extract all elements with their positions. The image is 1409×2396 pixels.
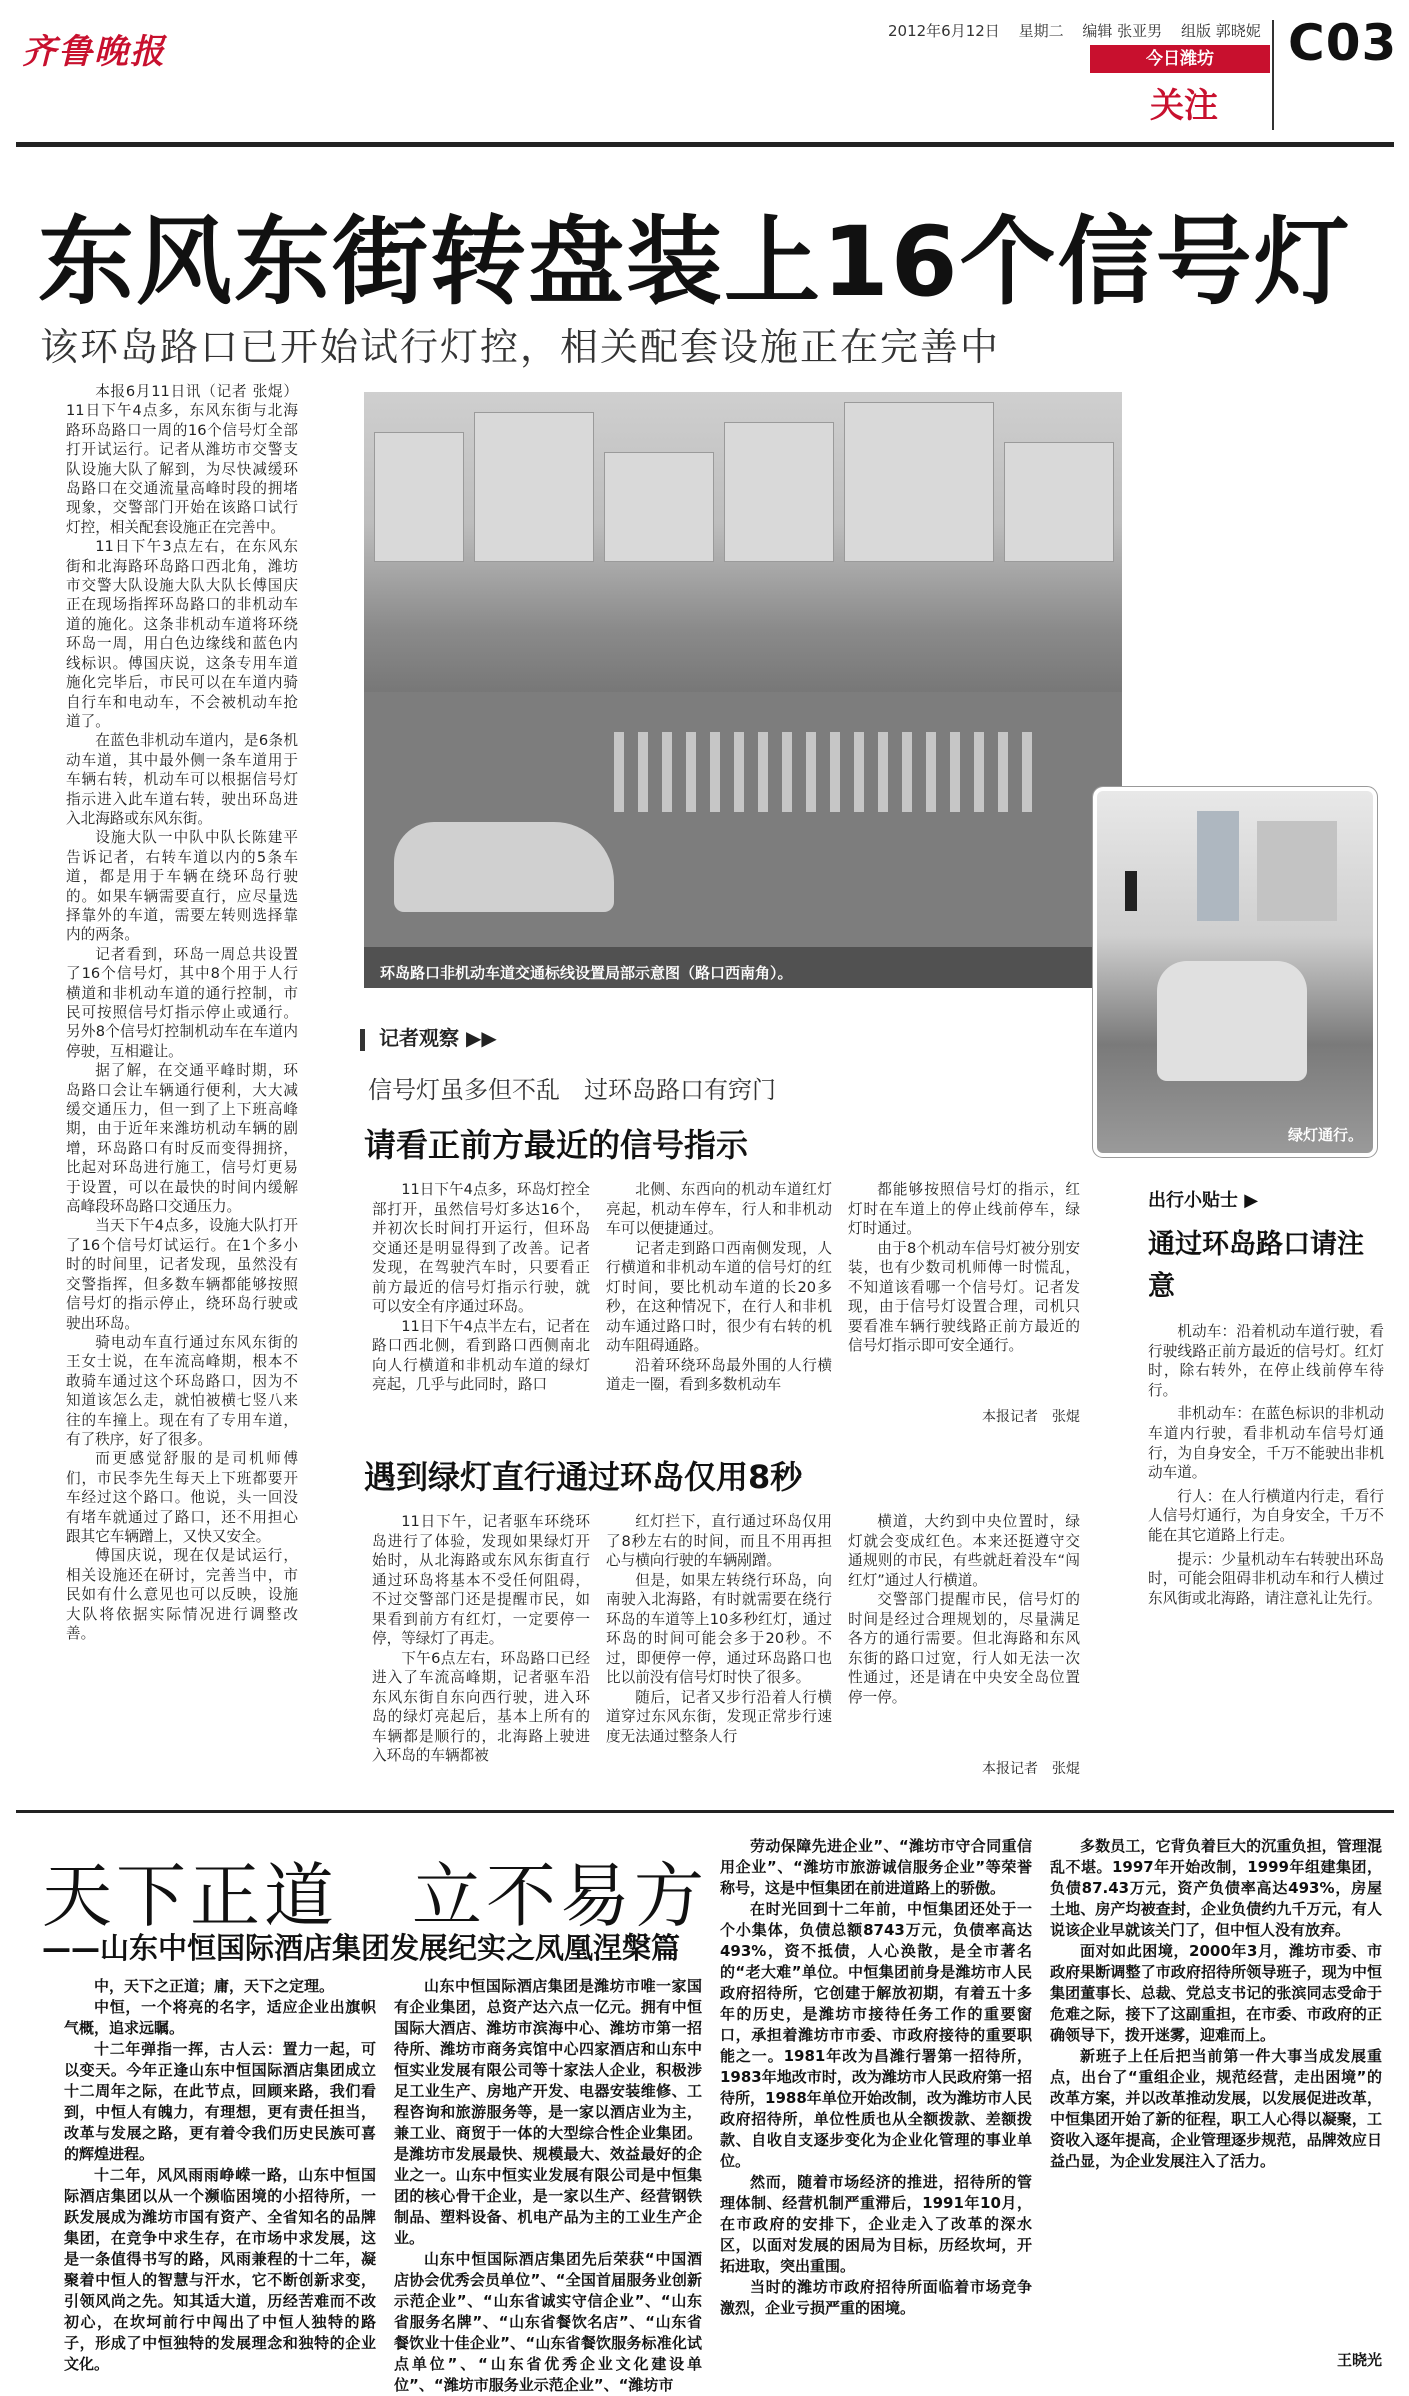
paragraph: 多数员工，它背负着巨大的沉重负担，管理混乱不堪。1997年开始改制，1999年组建集团，负债87.43万元，资产负债率高达493%，房屋土地、房产均被查封，企业负债约九千万元，有人说该企业早就该关门了，但中恒人没有放弃。 [1050, 1837, 1382, 1939]
section1-column-1 [372, 1180, 590, 1420]
paragraph: 11日下午，记者驱车环绕环岛进行了体验，发现如果绿灯开始时，从北海路或东风东街直行通过环岛将基本不受任何阻碍，不过交警部门还是提醒市民，如果看到前方有红灯，一定要停一停，等绿灯了再走。 [372, 1513, 590, 1647]
building-shape [474, 412, 594, 562]
section-title-2: 遇到绿灯直行通过环岛仅用8秒 [364, 1458, 803, 1496]
paragraph: 然而，随着市场经济的推进，招待所的管理体制、经营机制严重滞后，1991年10月，在市政府的安排下，企业走入了改革的深水区，以面对发展的困局为目标，历经坎坷，开拓进取，突出重围。 [720, 2173, 1032, 2275]
section-title-1: 请看正前方最近的信号指示 [364, 1126, 749, 1164]
feature-subtitle: ——山东中恒国际酒店集团发展纪实之凤凰涅槃篇 [42, 1931, 681, 1965]
section1-column-3 [848, 1180, 1080, 1400]
tip-item: 行人：在人行横道内行走，看行人信号灯通行，为自身安全，千万不能在其它道路上行走。 [1148, 1487, 1384, 1544]
paragraph: 横道，大约到中央位置时，绿灯就会变成红色。本来还挺遵守交通规则的市民，有些就赶着没车“闯红灯”通过人行横道。 [848, 1513, 1080, 1589]
column-label: 关注 [1150, 86, 1218, 126]
tip-item: 机动车：沿着机动车道行驶，看行驶线路正前方最近的信号灯。红灯时，除右转外，在停止线前停车待行。 [1148, 1323, 1384, 1399]
feature-title: 天下正道 立不易方 [42, 1855, 708, 1937]
tip-item: 非机动车：在蓝色标识的非机动车道内行驶，看非机动车信号灯通行，为自身安全，千万不能驶出非机动车道。 [1148, 1405, 1384, 1482]
paragraph: 骑电动车直行通过东风东街的王女士说，在车流高峰期，根本不敢骑车通过这个环岛路口，因为不知道该怎么走，就怕被横七竖八来往的车撞上。现在有了专用车道，有了秩序，好了很多。 [66, 1333, 298, 1448]
newspaper-logo: 齐鲁晚报 [22, 32, 166, 72]
building-shape [1004, 442, 1114, 562]
issue-date: 2012年6月12日 [888, 22, 1000, 40]
issue-weekday: 星期二 [1018, 22, 1064, 40]
paragraph: 交警部门提醒市民，信号灯的时间是经过合理规划的，尽量满足各方的通行需要。但北海路和东风东街的路口过宽，行人如无法一次性通过，还是请在中央安全岛位置停一停。 [848, 1591, 1080, 1706]
section2-column-2 [606, 1512, 832, 1772]
section-label: 今日潍坊 [1090, 45, 1270, 73]
paragraph: 11日下午4点半左右，记者在路口西北侧，看到路口西侧南北向人行横道和非机动车道的绿灯亮起，几乎与此同时，路口 [372, 1317, 590, 1393]
paragraph: 红灯拦下，直行通过环岛仅用了8秒左右的时间，而且不用再担心与横向行驶的车辆剐蹭。 [606, 1513, 832, 1569]
observation-tag [360, 1022, 497, 1051]
article-left-column [66, 382, 298, 1752]
play-arrows-icon: ▶▶ [459, 1026, 497, 1050]
tips-tag-label: 出行小贴士 [1148, 1190, 1238, 1211]
paragraph: 在时光回到十二年前，中恒集团还处于一个小集体，负债总额8743万元，负债率高达493%，资不抵债，人心涣散，是全市著名的“老大难”单位。中恒集团前身是潍坊市人民政府招待所，它创建于解放初期，有着五十多年的历史，是潍坊市接待任务工作的重要窗口，承担着潍坊市市委、市政府接待的重要职能之一。1981年改为昌潍行署第一招待所，1983年地改市时，改为潍坊市人民政府第一招待所，1988年单位开始改制，改为潍坊市人民政府招待所，单位性质也从全额拨款、差额拨款、自收自支逐步变化为企业化管理的事业单位。 [720, 1900, 1032, 2170]
feature-column-4 [1050, 1836, 1382, 2346]
paragraph: 当时的潍坊市政府招待所面临着市场竞争激烈，企业亏损严重的困境。 [720, 2278, 1032, 2317]
page-number: C03 [1288, 14, 1398, 72]
paragraph: 下午6点左右，环岛路口已经进入了车流高峰期，记者驱车沿东风东街自东向西行驶，进入环岛的绿灯亮起后，基本上所有的车辆都是顺行的，北海路上驶进入环岛的车辆都被 [372, 1649, 590, 1764]
tip-item: 提示：少量机动车右转驶出环岛时，可能会阻碍非机动车和行人横过东风街或北海路，请注意礼让先行。 [1148, 1550, 1384, 1607]
building-shape [724, 422, 834, 562]
feature-column-1 [64, 1976, 376, 2373]
crosswalk-stripes [614, 732, 1034, 812]
inset-caption: 绿灯通行。 [1287, 1126, 1363, 1144]
paragraph: 据了解，在交通平峰时期，环岛路口会让车辆通行便利，大大减缓交通压力，但一到了上下班高峰期，由于近年来潍坊机动车辆的剧增，环岛路口有时反而变得拥挤，比起对环岛进行施工，信号灯更易于设置，可以在最快的时间内缓解高峰段环岛路口交通压力。 [66, 1062, 298, 1216]
paragraph: 但是，如果左转绕行环岛，向南驶入北海路，有时就需要在绕行环岛的车道等上10多秒红灯，通过环岛的时间可能会多于20秒。不过，即便停一停，通过环岛路口也比以前没有信号灯时快了很多。 [606, 1571, 832, 1686]
tips-title: 通过环岛路口请注意 [1148, 1229, 1364, 1302]
header-divider [1272, 20, 1274, 130]
paragraph: 由于8个机动车信号灯被分别安装，也有少数司机师傅一时慌乱，不知道该看哪一个信号灯。记者发现，由于信号灯设置合理，司机只要看准车辆行驶线路正前方最近的信号灯指示即可安全通行。 [848, 1239, 1080, 1354]
paragraph: 新班子上任后把当前第一件大事当成发展重点，出台了“重组企业，规范经营，走出困境”的改革方案，并以改革推动发展，以发展促进改革，中恒集团开始了新的征程，职工人心得以凝聚，工资收入逐年提高，企业管理逐步规范，品牌效应日益凸显，为企业发展注入了活力。 [1050, 2047, 1382, 2170]
feature-byline: 王晓光 [1336, 2351, 1382, 2369]
section2-column-1 [372, 1512, 590, 1772]
editor-credit: 编辑 张亚男 [1082, 22, 1163, 40]
building-shape [374, 432, 464, 562]
paragraph: 傅国庆说，现在仅是试运行，相关设施还在研讨，完善当中，市民如有什么意见也可以反映，设施大队将依据实际情况进行调整改善。 [66, 1547, 298, 1642]
feature-column-3 [720, 1836, 1032, 2368]
paragraph: 11日下午3点左右，在东风东街和北海路环岛路口西北角，潍坊市交警大队设施大队大队长傅国庆正在现场指挥环岛路口的非机动车道的施化。这条非机动车道将环绕环岛一周，用白色边缘线和蓝色内线标识。傅国庆说，这条专用车道施化完毕后，市民可以在车道内骑自行车和电动车，不会被机动车抢道了。 [66, 538, 298, 730]
paragraph: 随后，记者又步行沿着人行横道穿过东风东街，发现正常步行速度无法通过整条人行 [606, 1688, 832, 1745]
paragraph: 都能够按照信号灯的指示，红灯时在车道上的停止线前停车，绿灯时通过。 [848, 1181, 1080, 1237]
paragraph: 而更感觉舒服的是司机师傅们，市民李先生每天上下班都要开车经过这个路口。他说，头一回没有堵车就通过了路口，还不用担心跟其它车辆蹭上，又快又安全。 [66, 1450, 298, 1545]
paragraph: 记者看到，环岛一周总共设置了16个信号灯，其中8个用于人行横道和非机动车道的通行控制，市民可按照信号灯指示停止或通行。另外8个信号灯控制机动车在车道内停驶，互相避让。 [66, 945, 298, 1060]
paragraph: 设施大队一中队中队长陈建平告诉记者，右转车道以内的5条车道，都是用于车辆在绕环岛行驶的。如果车辆需要直行，应尽量选择靠外的车道，需要左转则选择靠内的两条。 [66, 829, 298, 944]
tips-body [1148, 1322, 1384, 1608]
top-rule [16, 142, 1394, 147]
paragraph: 中，天下之正道；庸，天下之定理。 [94, 1977, 335, 1995]
car-shape [1157, 961, 1307, 1081]
section-rule [16, 1810, 1394, 1813]
paragraph: 中恒，一个将亮的名字，适应企业出旗帜气概，追求远瞩。 [64, 1998, 376, 2037]
paragraph: 北侧、东西向的机动车道红灯亮起，机动车停车，行人和非机动车可以便捷通过。 [606, 1181, 832, 1237]
play-arrow-icon: ▶ [1238, 1190, 1259, 1211]
byline: 本报记者 张焜 [982, 1761, 1080, 1777]
tips-tag [1148, 1186, 1384, 1212]
paragraph: 山东中恒国际酒店集团是潍坊市唯一家国有企业集团，总资产达六点一亿元。拥有中恒国际大酒店、潍坊市滨海中心、潍坊市第一招待所、潍坊市商务宾馆中心四家酒店和山东中恒实业发展有限公司等十家法人企业，积极涉足工业生产、房地产开发、电器安装维修、工程咨询和旅游服务等，是一家以酒店业为主，兼工业、商贸于一体的大型综合性企业集团。是潍坊市发展最快、规模最大、效益最好的企业之一。山东中恒实业发展有限公司是中恒集团的核心骨干企业，是一家以生产、经营钢铁制品、塑料设备、机电产品为主的工业生产企业。 [394, 1977, 702, 2247]
layout-credit: 组版 郭晓妮 [1180, 22, 1261, 40]
subheadline: 该环岛路口已开始试行灯控，相关配套设施正在完善中 [40, 325, 1001, 369]
paragraph: 十二年弹指一挥，古人云：置力一起，可以变天。今年正逢山东中恒国际酒店集团成立十二周年之际，在此节点，回顾来路，我们看到，中恒人有魄力，有理想，更有责任担当，改革与发展之路，更有着令我们历史民族可喜的辉煌进程。 [64, 2040, 376, 2163]
roundabout-photo [364, 392, 1122, 988]
tower-shape [1197, 811, 1239, 921]
observation-tag-label: 记者观察 [379, 1026, 459, 1050]
inset-photo [1093, 787, 1377, 1157]
paragraph: 本报6月11日讯（记者 张焜）11日下午4点多，东风东街与北海路环岛路口一周的16个信号灯全部打开试运行。记者从潍坊市交警支队设施大队了解到，为尽快减缓环岛路口在交通流量高峰时段的拥堵现象，交警部门开始在该路口试行灯控，相关配套设施正在完善中。 [66, 383, 298, 536]
paragraph: 11日下午4点多，环岛灯控全部打开，虽然信号灯多达16个，并初次长时间打开运行，但环岛交通还是明显得到了改善。记者发现，在驾驶汽车时，只要看正前方最近的信号灯指示行驶，就可以安全有序通过环岛。 [372, 1181, 590, 1315]
traffic-light-icon [1125, 871, 1137, 911]
photo-caption: 环岛路口非机动车道交通标线设置局部示意图（路口西南角）。 [380, 964, 793, 982]
section1-column-2 [606, 1180, 832, 1420]
car-shape [394, 822, 614, 912]
paragraph: 在蓝色非机动车道内，是6条机动车道，其中最外侧一条车道用于车辆右转，机动车可以根据信号灯指示进入此车道右转，驶出环岛进入北海路或东风东街。 [66, 732, 298, 827]
paragraph: 山东中恒国际酒店集团先后荣获“中国酒店协会优秀会员单位”、“全国首届服务业创新示范企业”、“山东省诚实守信企业”、“山东省服务名牌”、“山东省餐饮名店”、“山东省餐饮业十佳企业”、“山东省餐饮服务标准化试点单位”、“山东省优秀企业文化建设单位”、“潍坊市服务业示范企业”、“潍坊市 [394, 2250, 702, 2394]
building-shape [604, 452, 714, 562]
building-shape [844, 402, 994, 562]
tag-bar [360, 1029, 365, 1051]
paragraph: 记者走到路口西南侧发现，人行横道和非机动车道的信号灯的红灯时间，要比机动车道的长20多秒，在这种情况下，在行人和非机动车通过路口时，很少有右转的机动车阻碍通路。 [606, 1239, 832, 1354]
observation-kicker: 信号灯虽多但不乱 过环岛路口有窍门 [368, 1076, 776, 1104]
feature-column-2 [394, 1976, 702, 2394]
paragraph: 当天下午4点多，设施大队打开了16个信号灯试运行。在1个多小时的时间里，记者发现，虽然没有交警指挥，但多数车辆都能够按照信号灯的指示停止，绕环岛行驶或驶出环岛。 [66, 1217, 298, 1332]
paragraph: 沿着环绕环岛最外围的人行横道走一圈，看到多数机动车 [606, 1356, 832, 1393]
headline: 东风东街转盘装上16个信号灯 [38, 206, 1352, 318]
travel-tips [1148, 1186, 1384, 1772]
paragraph: 面对如此困境，2000年3月，潍坊市委、市政府果断调整了市政府招待所领导班子，现为中恒集团董事长、总裁、党总支书记的张滨同志受命于危难之际，接下了这副重担，在市委、市政府的正确领导下，拨开迷雾，迎难而上。 [1050, 1942, 1382, 2044]
section2-column-3 [848, 1512, 1080, 1742]
header-meta [888, 20, 1275, 41]
building-shape [1257, 821, 1337, 921]
paragraph: 劳动保障先进企业”、“潍坊市守合同重信用企业”、“潍坊市旅游诚信服务企业”等荣誉称号，这是中恒集团在前进道路上的骄傲。 [720, 1837, 1032, 1897]
byline: 本报记者 张焜 [982, 1409, 1080, 1425]
paragraph: 十二年，风风雨雨峥嵘一路，山东中恒国际酒店集团以从一个濒临困境的小招待所，一跃发展成为潍坊市国有资产、全省知名的品牌集团，在竞争中求生存，在市场中求发展，这是一条值得书写的路，风雨兼程的十二年，凝聚着中恒人的智慧与汗水，它不断创新求变，引领风尚之先。知其适大道，历经苦难而不改初心，在坎坷前行中闯出了中恒人独特的路子，形成了中恒独特的发展理念和独特的企业文化。 [64, 2166, 376, 2373]
